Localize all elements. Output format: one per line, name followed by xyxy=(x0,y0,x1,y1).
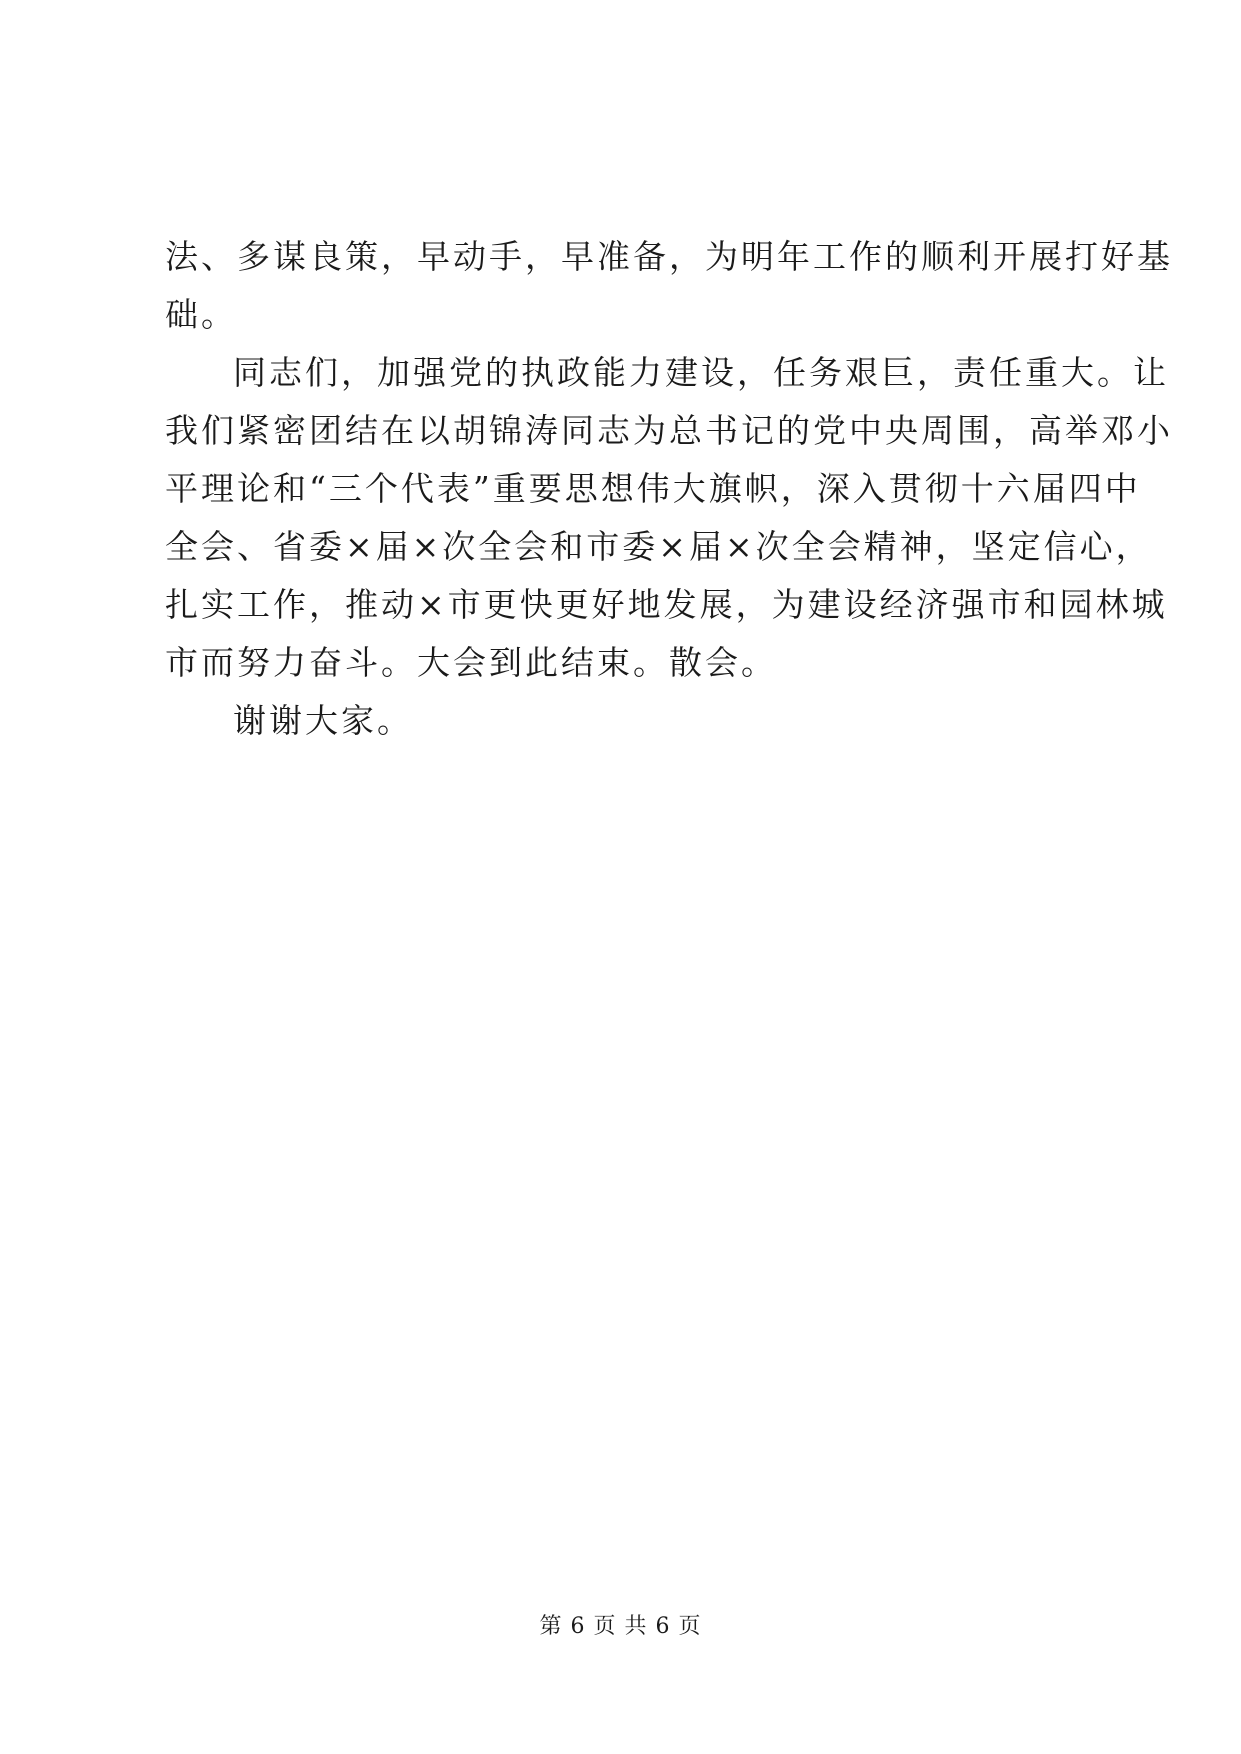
paragraph-3-line-1: 谢谢大家。 xyxy=(233,701,413,740)
paragraph-1-line-2: 础。 xyxy=(165,295,237,334)
document-body xyxy=(165,228,1173,750)
paragraph-2-line-1: 同志们，加强党的执政能力建设，任务艰巨，责任重大。让 xyxy=(233,353,1169,392)
page-number-label: 第 6 页 共 6 页 xyxy=(539,1614,702,1639)
page-footer xyxy=(0,1612,1241,1642)
paragraph-2-line-3: 平理论和“三个代表”重要思想伟大旗帜，深入贯彻十六届四中 xyxy=(165,469,1141,508)
paragraph-1-line-1: 法、多谋良策，早动手，早准备，为明年工作的顺利开展打好基 xyxy=(165,237,1173,276)
paragraph-2-line-2: 我们紧密团结在以胡锦涛同志为总书记的党中央周围，高举邓小 xyxy=(165,411,1173,450)
paragraph-2-line-5: 扎实工作，推动×市更快更好地发展，为建设经济强市和园林城 xyxy=(165,585,1168,624)
paragraph-2-line-4: 全会、省委×届×次全会和市委×届×次全会精神，坚定信心， xyxy=(165,527,1152,566)
paragraph-2-line-6: 市而努力奋斗。大会到此结束。散会。 xyxy=(165,643,777,682)
